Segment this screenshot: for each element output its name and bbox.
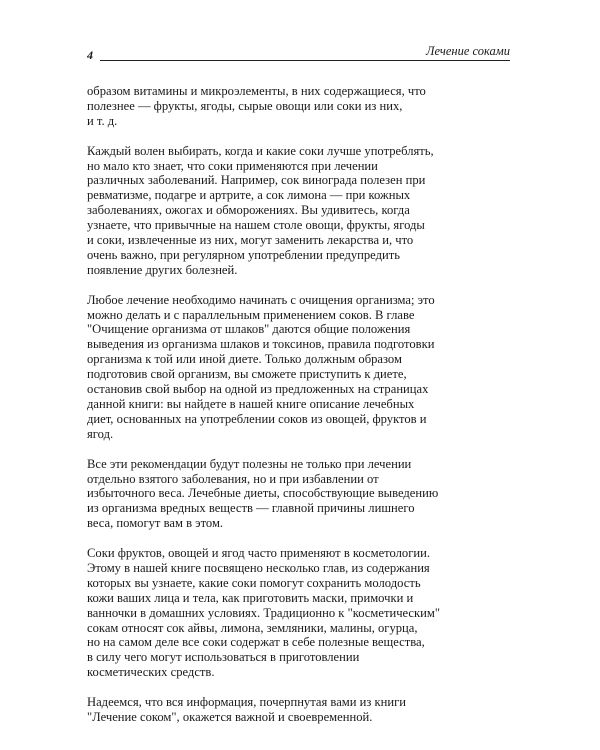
text-line: организма к той или иной диете. Только должным образом [87,352,402,367]
paragraph-5 [87,546,537,680]
text-line: отдельно взятого заболевания, но и при избавлении от [87,471,379,486]
text-line: Надеемся, что вся информация, почерпнутая вами из книги [87,695,407,710]
text-line: заболеваниях, ожогах и обморожениях. Вы удивитесь, когда [87,203,410,218]
text-line: веса, помогут вам в этом. [87,516,224,531]
body-text [87,84,537,740]
text-line: Соки фруктов, овощей и ягод часто применяют в косметологии. [87,546,431,561]
text-line: ягод. [87,426,114,441]
text-line: узнаете, что привычные на нашем столе овощи, фрукты, ягоды [87,218,425,233]
text-line: но мало кто знает, что соки применяются при лечении [87,158,378,173]
text-line: "Очищение организма от шлаков" даются общие положения [87,322,411,337]
text-line: различных заболеваний. Например, сок винограда полезен при [87,173,426,188]
paragraph-4 [87,457,537,532]
text-line: кожи ваших лица и тела, как приготовить маски, примочки и [87,590,414,605]
text-line: Любое лечение необходимо начинать с очищения организма; это [87,292,435,307]
text-line: и соки, извлеченные из них, могут заменить лекарства и, что [87,233,414,248]
paragraph-6 [87,695,537,725]
text-line: "Лечение соком", окажется важной и своевременной. [87,709,373,724]
text-line: подготовив свой организм, вы сможете приступить к диете, [87,367,407,382]
text-line: избыточного веса. Лечебные диеты, способствующие выведению [87,486,439,501]
text-line: диет, основанных на употреблении соков из овощей, фруктов и [87,411,427,426]
text-line: в силу чего могут использоваться в приготовлении [87,650,360,665]
paragraph-3 [87,293,537,442]
text-line: из организма вредных веществ — главной причины лишнего [87,501,415,516]
text-line: очень важно, при регулярном употреблении предупредить [87,247,401,262]
text-line: выведения из организма шлаков и токсинов, правила подготовки [87,337,435,352]
paragraph-2 [87,144,537,278]
text-line: полезнее — фрукты, ягоды, сырые овощи или соки из них, [87,98,403,113]
text-line: которых вы узнаете, какие соки помогут сохранить молодость [87,575,421,590]
text-line: и т. д. [87,113,118,128]
text-line: Этому в нашей книге посвящено несколько глав, из содержания [87,560,430,575]
text-line: остановив свой выбор на одной из предложенных на страницах [87,382,429,397]
page-number: 4 [87,48,93,62]
text-line: косметических средств. [87,665,215,680]
text-line: но на самом деле все соки содержат в себе полезные вещества, [87,635,425,650]
text-line: ревматизме, подагре и артрите, а сок лимона — при кожных [87,188,411,203]
paragraph-1 [87,84,537,129]
text-line: ванночки в домашних условиях. Традиционно к "косметическим" [87,605,440,620]
text-line: появление других болезней. [87,262,238,277]
header-rule [100,60,510,61]
text-line: сокам относят сок айвы, лимона, земляники, малины, огурца, [87,620,418,635]
running-title: Лечение соками [426,44,510,58]
text-line: данной книги: вы найдете в нашей книге описание лечебных [87,397,415,411]
text-line: Все эти рекомендации будут полезны не только при лечении [87,456,412,471]
text-line: образом витамины и микроэлементы, в них содержащиеся, что [87,84,426,98]
text-line: Каждый волен выбирать, когда и какие соки лучше употреблять, [87,143,434,158]
text-line: можно делать и с параллельным применением соков. В главе [87,307,415,322]
